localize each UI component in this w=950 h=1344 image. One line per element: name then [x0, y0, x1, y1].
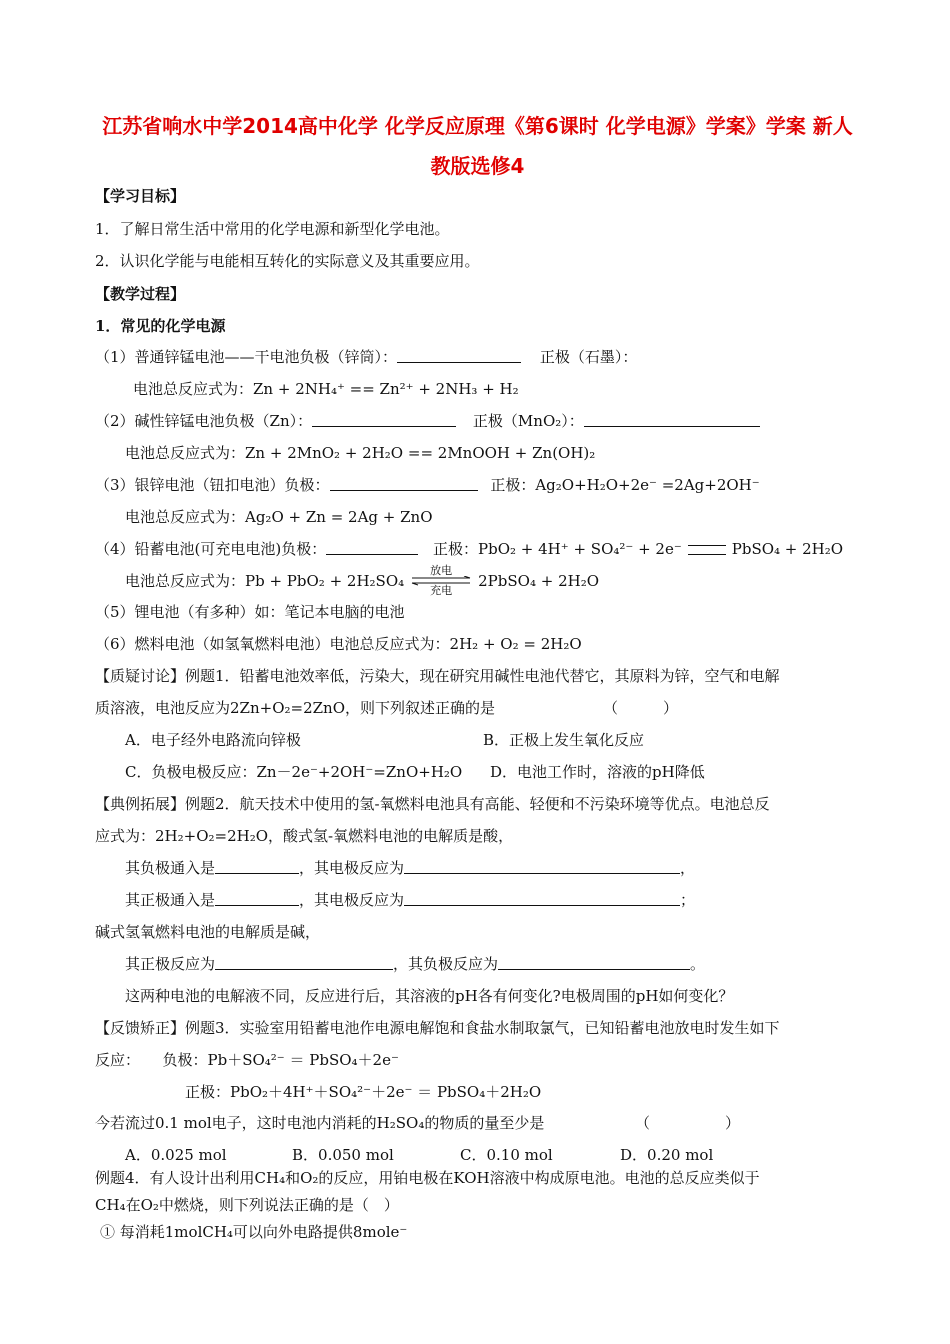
example-1-option-c: C．负极电极反应：Zn－2e⁻+2OH⁻=ZnO+H₂O	[125, 763, 463, 781]
example-1-option-d: D．电池工作时，溶液的pH降低	[490, 763, 705, 781]
battery-5: （5）锂电池（有多种）如：笔记本电脑的电池	[95, 603, 405, 621]
battery-2-anode-label: （2）碱性锌锰电池负极（Zn）：	[95, 412, 313, 430]
alkaline-cathode-label: 其正极反应为	[125, 955, 216, 973]
example-2-line-1: 【典例拓展】例题2．航天技术中使用的氢-氧燃料电池具有高能、轻便和不污染环境等优点。电池总反	[95, 795, 770, 813]
goals-header: 【学习目标】	[95, 187, 186, 205]
example-2-question: 这两种电池的电解液不同，反应进行后，其溶液的pH各有何变化?电极周围的pH如何变化？	[125, 987, 734, 1005]
battery-2	[95, 410, 760, 432]
answer-blank[interactable]	[397, 347, 521, 363]
discharge-label: 放电	[430, 564, 453, 577]
example-3-option-a: A．0.025 mol	[125, 1146, 227, 1164]
goal-1: 1．了解日常生活中常用的化学电源和新型化学电池。	[95, 220, 450, 238]
battery-4-cathode-product: PbSO₄ + 2H₂O	[731, 540, 844, 558]
battery-1-equation: 电池总反应式为：Zn + 2NH₄⁺ == Zn²⁺ + 2NH₃ + H₂	[133, 380, 519, 398]
anode-reaction-label: ，其电极反应为	[299, 859, 405, 877]
example-2-alkaline-reactions	[125, 953, 705, 975]
cathode-feed-label: 其正极通入是	[125, 891, 216, 909]
answer-blank[interactable]	[215, 890, 299, 906]
answer-blank[interactable]	[404, 858, 680, 874]
battery-3-cathode-reaction: 正极：Ag₂O+H₂O+2e⁻ =2Ag+2OH⁻	[490, 476, 760, 494]
battery-4-equation-right: 2PbSO₄ + 2H₂O	[478, 572, 600, 590]
battery-4-equation-left: 电池总反应式为：Pb + PbO₂ + 2H₂SO₄	[125, 572, 405, 590]
answer-blank[interactable]	[215, 954, 393, 970]
battery-2-cathode-label: 正极（MnO₂）：	[472, 412, 584, 430]
example-2-cathode	[125, 889, 695, 911]
answer-blank[interactable]	[312, 411, 456, 427]
example-3-line-2: 反应： 负极：Pb＋SO₄²⁻ ＝ PbSO₄＋2e⁻	[95, 1051, 399, 1069]
example-4-line-2: CH₄在O₂中燃烧，则下列说法正确的是（ ）	[95, 1196, 399, 1214]
subsection-common-batteries: 1．常见的化学电源	[95, 317, 226, 335]
example-1-line-2	[95, 697, 679, 719]
page-title: 江苏省响水中学2014高中化学 化学反应原理《第6课时 化学电源》学案》学案 新人教版选修4	[102, 114, 853, 178]
example-3-line-1: 【反馈矫正】例题3．实验室用铅蓄电池作电源电解饱和食盐水制取氯气，已知铅蓄电池放电时发生如下	[95, 1019, 780, 1037]
charge-label: 充电	[430, 584, 453, 597]
answer-blank[interactable]	[404, 890, 680, 906]
battery-1	[95, 346, 637, 368]
cathode-reaction-label: ，其电极反应为	[299, 891, 405, 909]
battery-3	[95, 474, 760, 496]
example-1-option-a: A．电子经外电路流向锌极	[125, 731, 301, 749]
example-4-item-1: ① 每消耗1molCH₄可以向外电路提供8mole⁻	[100, 1223, 408, 1241]
reversible-arrow-icon	[410, 564, 472, 597]
punctuation: ；	[680, 891, 696, 909]
example-2-anode	[125, 857, 695, 879]
answer-blank[interactable]	[215, 858, 299, 874]
alkaline-anode-label: ，其负极反应为	[393, 955, 499, 973]
punctuation: ，	[680, 859, 696, 877]
battery-1-anode-label: （1）普通锌锰电池——干电池负极（锌筒）：	[95, 348, 398, 366]
process-header: 【教学过程】	[95, 285, 186, 303]
example-3-option-b: B．0.050 mol	[292, 1146, 394, 1164]
battery-4	[95, 538, 843, 560]
equilibrium-equals-sign	[688, 545, 726, 555]
goal-2: 2．认识化学能与电能相互转化的实际意义及其重要应用。	[95, 252, 480, 270]
example-1-stem: 质溶液，电池反应为2Zn+O₂=2ZnO，则下列叙述正确的是	[95, 699, 495, 717]
example-3-stem: 今若流过0.1 mol电子，这时电池内消耗的H₂SO₄的物质的量至少是	[95, 1114, 545, 1132]
battery-2-equation: 电池总反应式为：Zn + 2MnO₂ + 2H₂O == 2MnOOH + Zn(OH)₂	[125, 444, 596, 462]
answer-blank[interactable]	[330, 475, 478, 491]
battery-6: （6）燃料电池（如氢氧燃料电池）电池总反应式为：2H₂ + O₂ = 2H₂O	[95, 635, 582, 653]
example-2-line-2: 应式为：2H₂+O₂=2H₂O，酸式氢-氧燃料电池的电解质是酸，	[95, 827, 514, 845]
battery-4-anode-label: （4）铅蓄电池(可充电电池)负极：	[95, 540, 327, 558]
battery-3-equation: 电池总反应式为：Ag₂O + Zn = 2Ag + ZnO	[125, 508, 433, 526]
example-4-line-1: 例题4．有人设计出利用CH₄和O₂的反应，用铂电极在KOH溶液中构成原电池。电池的总反应类似于	[95, 1169, 760, 1187]
example-3-line-4	[95, 1112, 741, 1134]
answer-paren[interactable]: （ ）	[635, 1114, 741, 1132]
battery-3-anode-label: （3）银锌电池（钮扣电池）负极：	[95, 476, 330, 494]
punctuation: 。	[690, 955, 706, 973]
example-3-option-c: C．0.10 mol	[460, 1146, 553, 1164]
example-1-line-1: 【质疑讨论】例题1．铅蓄电池效率低，污染大，现在研究用碱性电池代替它，其原料为锌，空气和电解	[95, 667, 780, 685]
battery-1-cathode-label: 正极（石墨）：	[539, 348, 638, 366]
example-2-alkaline: 碱式氢氧燃料电池的电解质是碱，	[95, 923, 321, 941]
answer-blank[interactable]	[498, 954, 690, 970]
answer-blank[interactable]	[584, 411, 760, 427]
battery-4-equation	[125, 564, 600, 597]
example-1-option-b: B．正极上发生氧化反应	[483, 731, 645, 749]
example-3-line-3: 正极：PbO₂＋4H⁺＋SO₄²⁻＋2e⁻ ＝ PbSO₄＋2H₂O	[185, 1083, 542, 1101]
answer-blank[interactable]	[326, 539, 418, 555]
answer-paren[interactable]: （ ）	[603, 699, 679, 717]
example-3-option-d: D．0.20 mol	[620, 1146, 714, 1164]
anode-feed-label: 其负极通入是	[125, 859, 216, 877]
battery-4-cathode-reaction: 正极：PbO₂ + 4H⁺ + SO₄²⁻ + 2e⁻	[433, 540, 682, 558]
